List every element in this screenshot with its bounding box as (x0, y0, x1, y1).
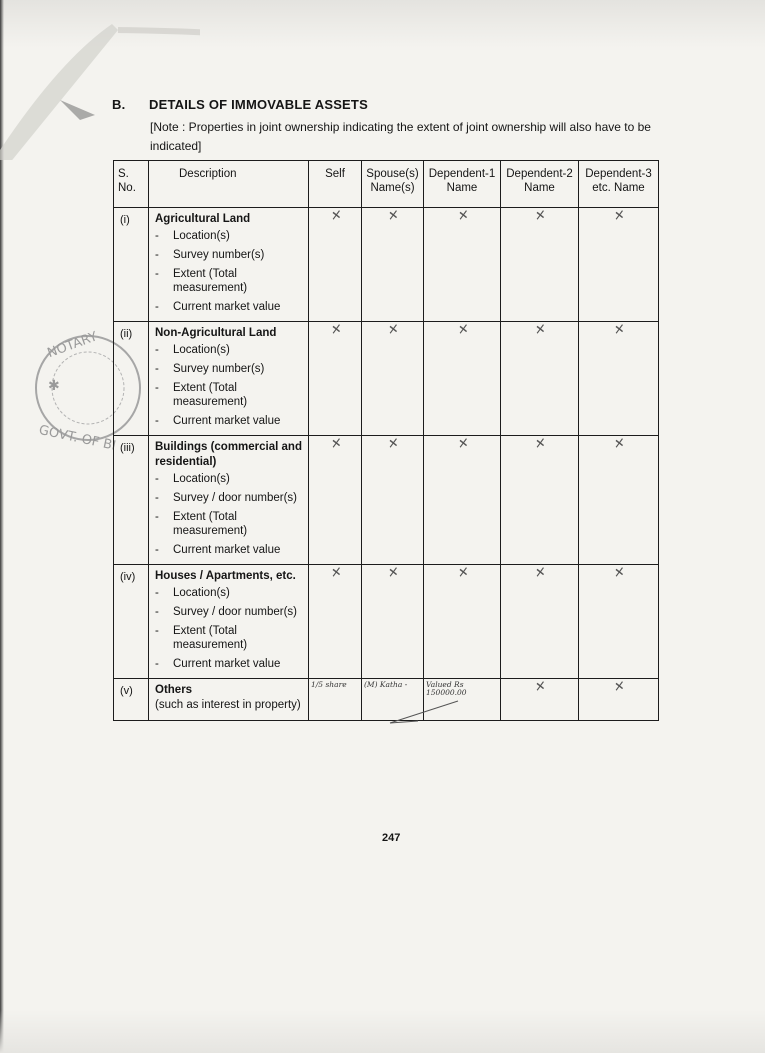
cell-dependent-1-handwritten: Valued Rs 150000.00 (424, 679, 501, 721)
list-item: - Extent (Total measurement) (155, 510, 304, 538)
pen-stroke-mark (388, 693, 468, 733)
list-item: - Location(s) (155, 229, 304, 243)
header-description: Description (149, 161, 309, 208)
cell-self-handwritten: 1/5 share (309, 679, 362, 721)
header-dependent-1: Dependent-1 Name (424, 161, 501, 208)
cross-mark-icon: ✕ (611, 207, 626, 226)
cross-mark-icon: ✕ (532, 678, 547, 697)
list-item: - Location(s) (155, 343, 304, 357)
list-item: - Survey number(s) (155, 362, 304, 376)
cell-spouse-handwritten: (M) Katha - (362, 679, 424, 721)
cross-mark-icon: ✕ (454, 321, 470, 340)
section-note: [Note : Properties in joint ownership indicating the extent of joint ownership will also have to be indicated] (150, 120, 651, 153)
svg-text:✱: ✱ (48, 378, 60, 394)
cell-dependent-2 (501, 679, 579, 721)
cell-self (309, 436, 362, 565)
cell-dependent-3 (579, 436, 659, 565)
cell-dependent-2 (501, 208, 579, 322)
cross-mark-icon: ✕ (532, 564, 547, 583)
list-item: - Current market value (155, 414, 304, 428)
row-sno: (i) (114, 208, 149, 322)
cell-dependent-3 (579, 322, 659, 436)
list-item: - Location(s) (155, 586, 304, 600)
cell-spouse (362, 208, 424, 322)
row-description (149, 679, 309, 721)
cell-dependent-3 (579, 208, 659, 322)
cell-self (309, 208, 362, 322)
row-description (149, 322, 309, 436)
row-subtitle: (such as interest in property) (155, 699, 301, 711)
list-item: - Survey number(s) (155, 248, 304, 262)
cell-dependent-1 (424, 436, 501, 565)
list-item: - Survey / door number(s) (155, 605, 304, 619)
cell-spouse (362, 322, 424, 436)
cross-mark-icon: ✕ (327, 207, 343, 226)
section-heading (112, 97, 368, 112)
table-header-row (114, 161, 659, 208)
header-sno: S. No. (114, 161, 149, 208)
row-title: Buildings (commercial and residential) (155, 441, 302, 468)
cross-mark-icon: ✕ (385, 564, 400, 583)
row-sno: (v) (114, 679, 149, 721)
header-self: Self (309, 161, 362, 208)
row-description (149, 436, 309, 565)
cross-mark-icon: ✕ (385, 321, 400, 340)
cell-dependent-2 (501, 322, 579, 436)
header-spouse: Spouse(s) Name(s) (362, 161, 424, 208)
scan-bottom-shadow (0, 1010, 765, 1053)
cross-mark-icon: ✕ (327, 564, 343, 583)
row-description (149, 208, 309, 322)
cell-dependent-1 (424, 322, 501, 436)
cross-mark-icon: ✕ (454, 564, 470, 583)
cross-mark-icon: ✕ (532, 321, 547, 340)
row-sno: (iii) (114, 436, 149, 565)
table-row (114, 679, 659, 721)
cross-mark-icon: ✕ (327, 435, 343, 454)
cross-mark-icon: ✕ (611, 678, 626, 697)
table-row (114, 436, 659, 565)
cross-mark-icon: ✕ (454, 435, 470, 454)
cell-self (309, 565, 362, 679)
table-row (114, 208, 659, 322)
cell-dependent-1 (424, 565, 501, 679)
svg-text:GOVT. OF BI: GOVT. OF BI (37, 422, 118, 454)
row-sno: (iv) (114, 565, 149, 679)
immovable-assets-table (113, 160, 659, 721)
cell-spouse (362, 436, 424, 565)
list-item: - Current market value (155, 657, 304, 671)
cross-mark-icon: ✕ (327, 321, 343, 340)
header-dependent-2: Dependent-2 Name (501, 161, 579, 208)
section-number: B. (112, 97, 126, 112)
cross-mark-icon: ✕ (454, 207, 470, 226)
section-title: DETAILS OF IMMOVABLE ASSETS (149, 97, 368, 112)
row-title: Others (155, 684, 193, 696)
cell-dependent-1 (424, 208, 501, 322)
page-number: 247 (382, 832, 401, 844)
row-description (149, 565, 309, 679)
row-title: Agricultural Land (155, 213, 251, 225)
header-dependent-3: Dependent-3 etc. Name (579, 161, 659, 208)
cross-mark-icon: ✕ (532, 435, 547, 454)
cell-dependent-2 (501, 565, 579, 679)
cross-mark-icon: ✕ (611, 435, 626, 454)
cross-mark-icon: ✕ (611, 564, 626, 583)
cross-mark-icon: ✕ (385, 435, 400, 454)
list-item: - Survey / door number(s) (155, 491, 304, 505)
cell-dependent-3 (579, 679, 659, 721)
row-sno: (ii) (114, 322, 149, 436)
list-item: - Current market value (155, 300, 304, 314)
list-item: - Extent (Total measurement) (155, 624, 304, 652)
list-item: - Extent (Total measurement) (155, 267, 304, 295)
cell-self (309, 322, 362, 436)
cell-dependent-2 (501, 436, 579, 565)
row-title: Non-Agricultural Land (155, 327, 277, 339)
list-item: - Extent (Total measurement) (155, 381, 304, 409)
cell-spouse (362, 565, 424, 679)
table-row (114, 322, 659, 436)
table-row (114, 565, 659, 679)
cross-mark-icon: ✕ (532, 207, 547, 226)
svg-text:NOTARY: NOTARY (45, 329, 100, 362)
cross-mark-icon: ✕ (385, 207, 400, 226)
list-item: - Location(s) (155, 472, 304, 486)
cross-mark-icon: ✕ (611, 321, 626, 340)
row-title: Houses / Apartments, etc. (155, 570, 296, 582)
list-item: - Current market value (155, 543, 304, 557)
cell-dependent-3 (579, 565, 659, 679)
